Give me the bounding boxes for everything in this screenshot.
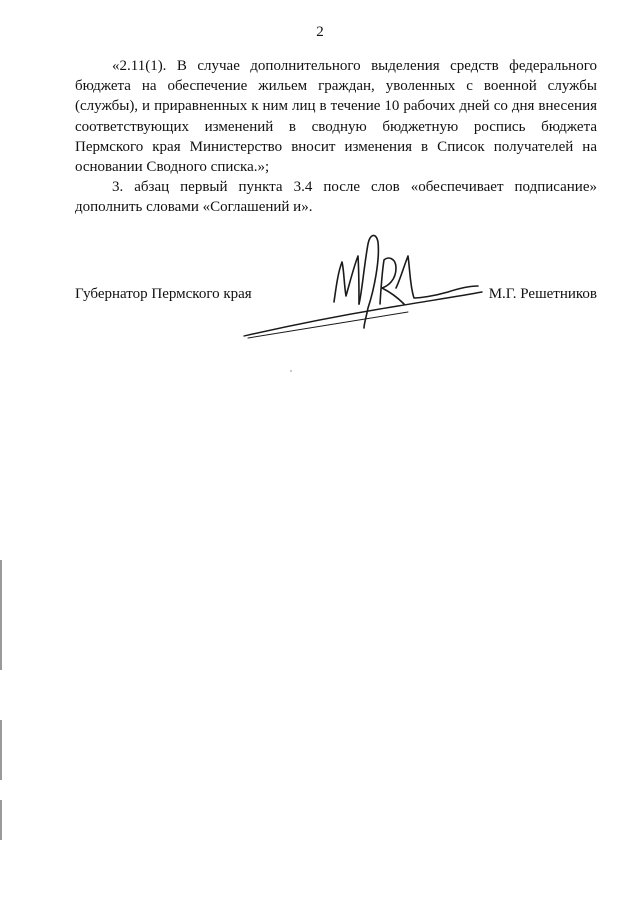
document-body [75, 56, 597, 218]
signer-title: Губернатор Пермского края [75, 286, 252, 302]
page-number: 2 [316, 24, 324, 40]
scan-edge-mark [0, 800, 2, 840]
handwritten-signature-icon [238, 226, 488, 346]
paragraph-2-11-1: «2.11(1). В случае дополнительного выделения средств федерального бюджета на обеспечение жильем граждан, уволенных с военной службы (службы), и приравненных к ним лиц в течение 10 рабочих дней со дня внесения соответствующих изменений в сводную бюджетную роспись бюджета Пермского края Министерство вносит изменения в Список получателей на основании Сводного списка.»; [75, 58, 597, 176]
scan-edge-mark [0, 560, 2, 670]
paragraph-item-3: 3. абзац первый пункта 3.4 после слов «обеспечивает подписание» дополнить словами «Соглашений и». [75, 179, 597, 216]
scan-speck [290, 370, 292, 372]
signer-name: М.Г. Решетников [488, 286, 597, 302]
scan-edge-mark [0, 720, 2, 780]
